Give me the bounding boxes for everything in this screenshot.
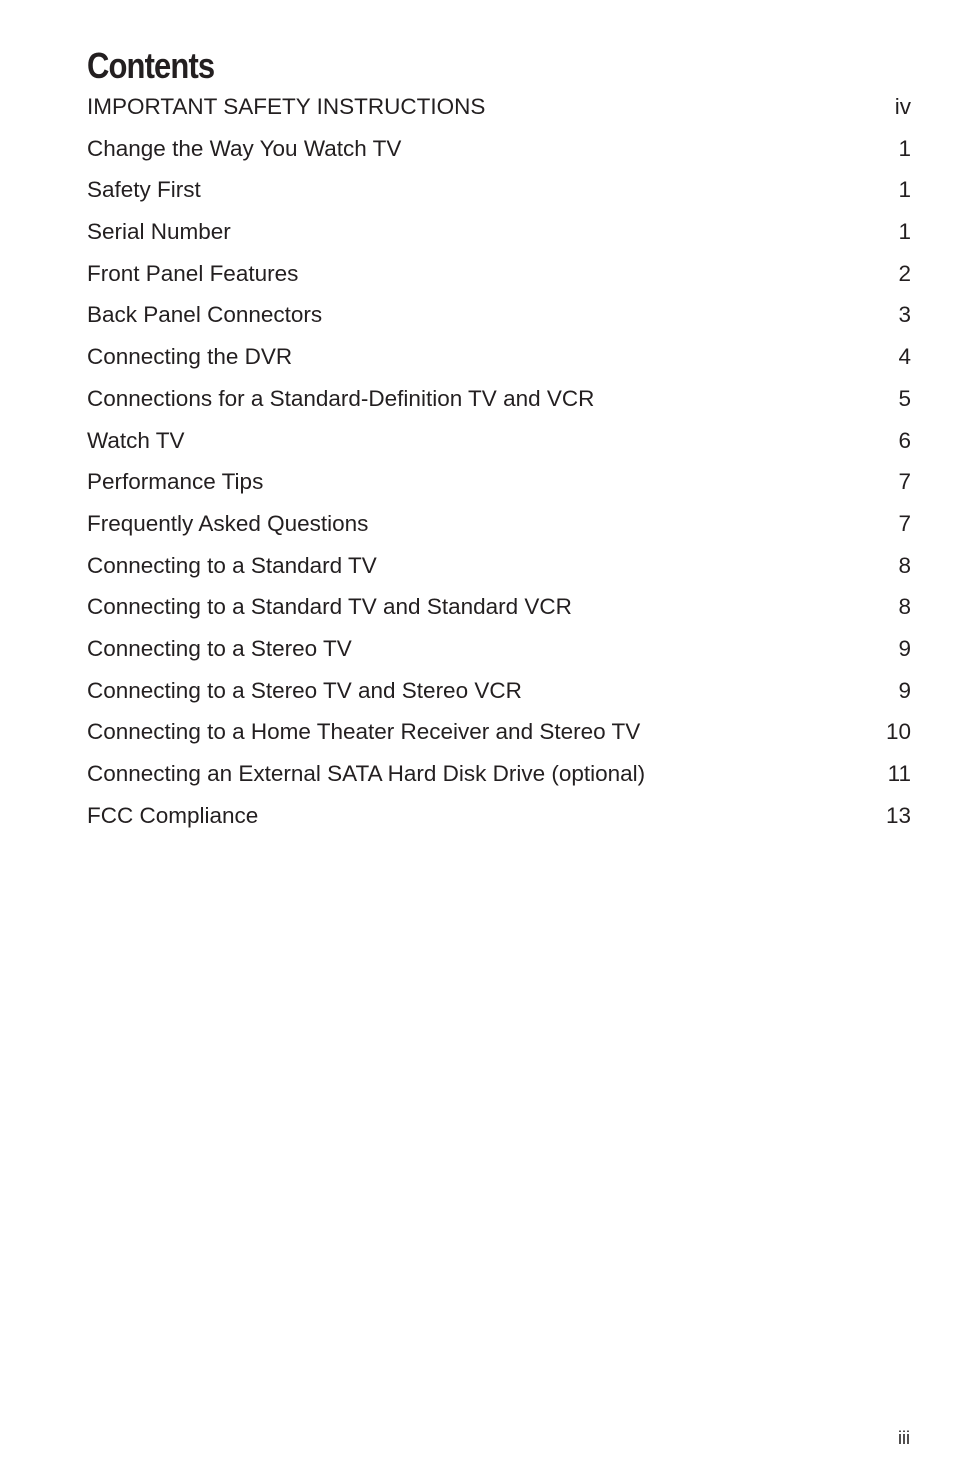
toc-entry-title: Back Panel Connectors — [87, 302, 323, 328]
toc-entry-page: 6 — [898, 427, 911, 453]
toc-entry-title: Front Panel Features — [87, 260, 299, 286]
toc-entry-page: 13 — [885, 802, 911, 828]
page-title: Contents — [87, 45, 215, 86]
toc-entry-title: Connecting an External SATA Hard Disk Drive (optional) — [87, 761, 646, 786]
toc-entry-title: IMPORTANT SAFETY INSTRUCTIONS — [87, 94, 486, 119]
toc-entry-page: 9 — [898, 677, 911, 703]
toc-entry-page: 9 — [898, 635, 911, 661]
toc-entry[interactable] — [87, 128, 911, 170]
toc-entry-title: Watch TV — [87, 427, 185, 453]
toc-entry-title: Serial Number — [87, 219, 231, 245]
toc-entry-page: 8 — [898, 552, 911, 578]
contents-page — [87, 40, 911, 836]
toc-entry[interactable] — [87, 586, 911, 628]
toc-entry-page: 2 — [898, 260, 911, 286]
toc-entry[interactable] — [87, 294, 911, 336]
toc-entry-title: Change the Way You Watch TV — [87, 135, 402, 161]
toc-entry[interactable] — [87, 169, 911, 211]
toc-entry[interactable] — [87, 336, 911, 378]
toc-entry-title: Connecting to a Stereo TV and Stereo VCR — [87, 677, 522, 703]
toc-entry-title: FCC Compliance — [87, 802, 259, 828]
table-of-contents — [87, 86, 911, 836]
toc-entry-page: 10 — [885, 719, 911, 745]
toc-entry-title: Connecting to a Standard TV and Standard VCR — [87, 594, 572, 620]
toc-entry[interactable] — [87, 711, 911, 753]
toc-entry-title: Connecting to a Home Theater Receiver and Stereo TV — [87, 719, 641, 745]
toc-entry[interactable] — [87, 378, 911, 420]
toc-entry-page: 3 — [898, 302, 911, 328]
toc-entry[interactable] — [87, 461, 911, 503]
toc-entry[interactable] — [87, 86, 911, 128]
toc-entry[interactable] — [87, 253, 911, 295]
toc-entry-title: Connecting to a Standard TV — [87, 552, 377, 578]
toc-entry-page: 1 — [898, 219, 911, 245]
toc-entry-page: 4 — [898, 344, 911, 370]
toc-entry-page: 5 — [898, 385, 911, 411]
toc-entry-page: 1 — [898, 177, 911, 203]
toc-entry[interactable] — [87, 420, 911, 462]
toc-entry-page: 1 — [898, 135, 911, 161]
toc-entry-page: 11 — [887, 761, 911, 786]
toc-entry[interactable] — [87, 795, 911, 837]
toc-entry-page: 7 — [898, 510, 911, 536]
toc-entry-title: Connections for a Standard-Definition TV and VCR — [87, 385, 595, 411]
toc-entry[interactable] — [87, 628, 911, 670]
toc-entry[interactable] — [87, 670, 911, 712]
toc-entry-page: iv — [894, 94, 911, 119]
toc-entry-title: Connecting the DVR — [87, 344, 293, 370]
toc-entry-title: Connecting to a Stereo TV — [87, 635, 352, 661]
page-number: iii — [898, 1428, 910, 1448]
toc-entry-page: 7 — [898, 469, 911, 495]
toc-entry-title: Frequently Asked Questions — [87, 510, 369, 536]
toc-entry-title: Safety First — [87, 177, 201, 203]
toc-entry[interactable] — [87, 753, 911, 795]
toc-entry-page: 8 — [898, 594, 911, 620]
toc-entry[interactable] — [87, 211, 911, 253]
toc-entry[interactable] — [87, 503, 911, 545]
toc-entry-title: Performance Tips — [87, 469, 264, 495]
toc-entry[interactable] — [87, 545, 911, 587]
